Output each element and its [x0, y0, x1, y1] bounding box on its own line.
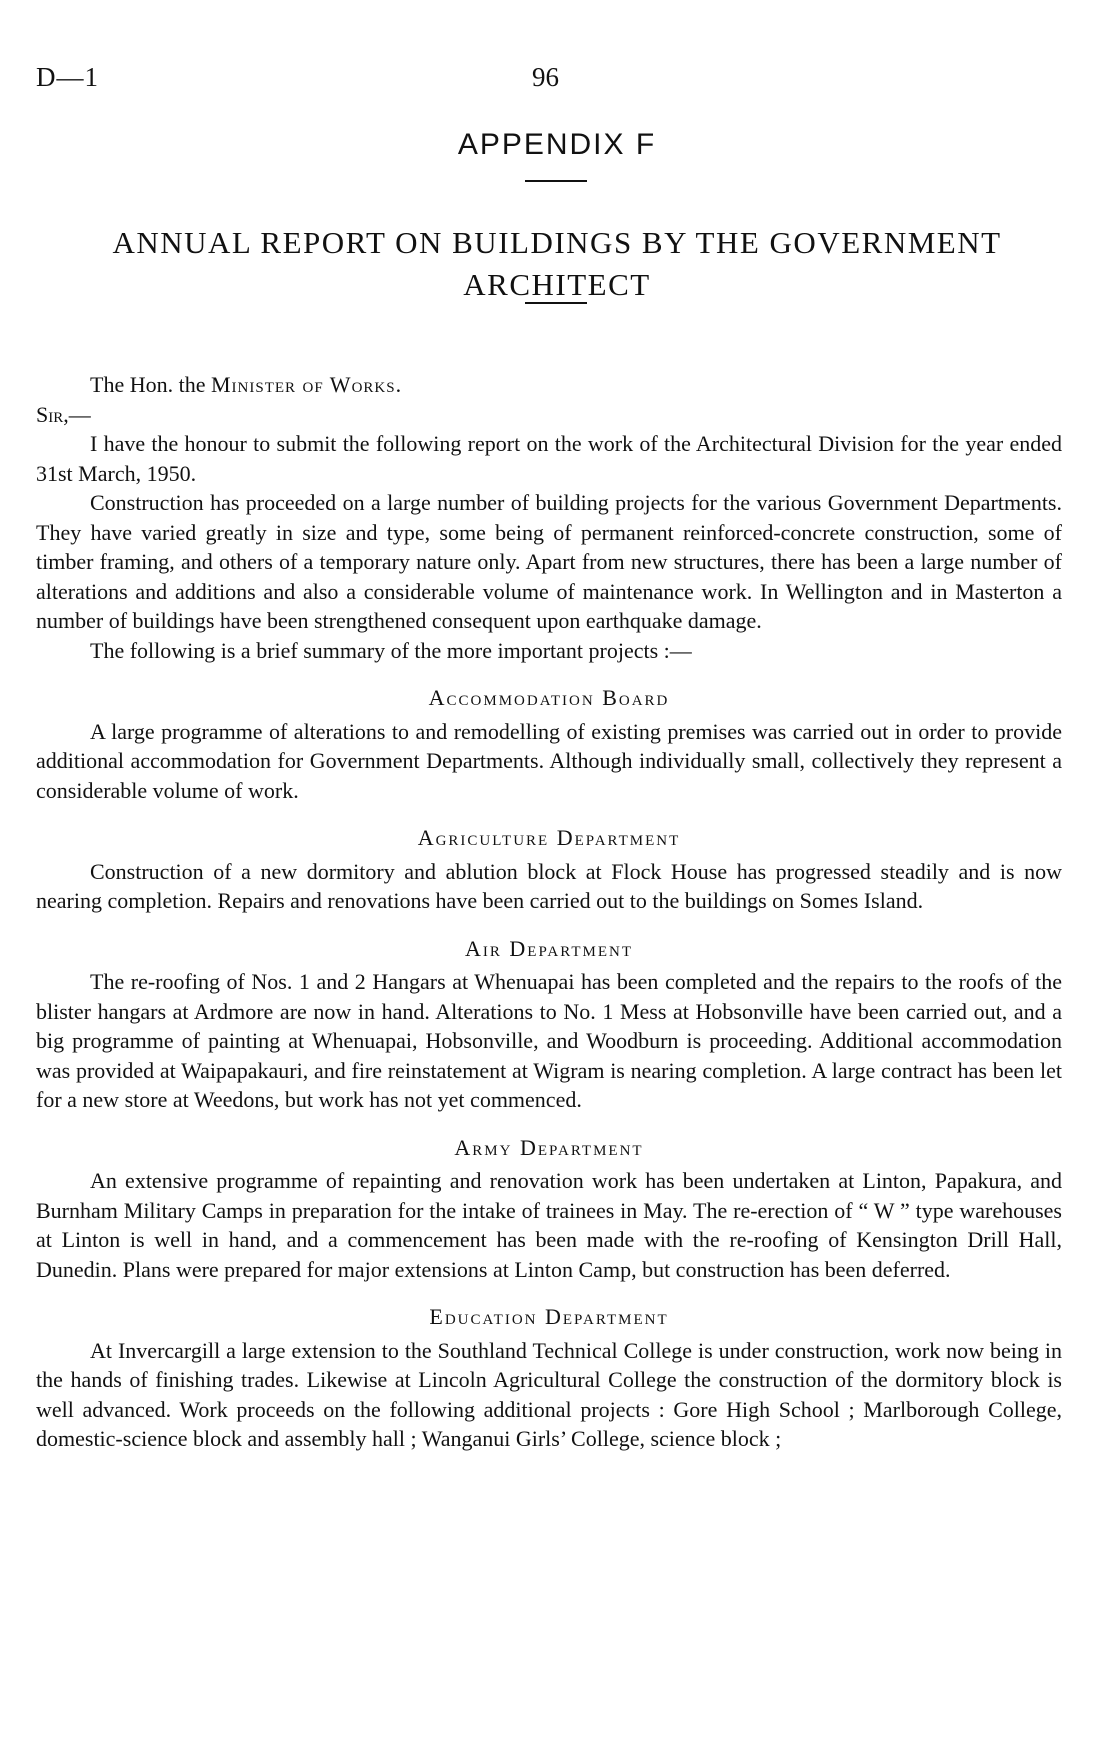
appendix-title: APPENDIX F — [457, 128, 657, 161]
title-divider-top — [525, 180, 587, 182]
salutation: Sir,— — [36, 401, 91, 427]
section-heading-air-department: Air Department — [465, 935, 633, 961]
document-body — [36, 370, 1062, 1454]
page-number: 96 — [532, 62, 559, 92]
report-title: ANNUAL REPORT ON BUILDINGS BY THE GOVERNMENT ARCHITECT — [112, 225, 1002, 302]
section-text-accommodation-board: A large programme of alterations to and remodelling of existing premises was carried out in order to provide additional accommodation for Government Departments. Although individually small, collectively they represent a considerable volume of work. — [36, 718, 1062, 803]
intro-paragraph: The following is a brief summary of the more important projects :— — [90, 637, 692, 663]
intro-paragraph: Construction has proceeded on a large number of building projects for the various Government Departments. They have varied greatly in size and type, some being of permanent reinforced-concrete construction, some of timber framing, and others of a temporary nature only. Apart from new structures, there has been a large number of alterations and additions and also a considerable volume of maintenance work. In Wellington and in Masterton a number of buildings have been strengthened consequent upon earthquake damage. — [36, 490, 1062, 633]
section-text-air-department: The re-roofing of Nos. 1 and 2 Hangars at Whenuapai has been completed and the repairs to the roofs of the blister hangars at Ardmore are now in hand. Alterations to No. 1 Mess at Hobsonville have been carried out, and a big programme of painting at Whenuapai, Hobsonville, and Woodburn is proceeding. Additional accommodation was provided at Waipapakauri, and fire reinstatement at Wigram is nearing completion. A large contract has been let for a new store at Weedons, but work has not yet commenced. — [36, 969, 1062, 1112]
section-heading-army-department: Army Department — [454, 1134, 644, 1160]
section-text-army-department: An extensive programme of repainting and renovation work has been undertaken at Linton, Papakura, and Burnham Military Camps in preparation for the intake of trainees in May. The re-erection of “ W ” type warehouses at Linton is well in hand, and a commencement has been made with the re-roofing of Kensington Drill Hall, Dunedin. Plans were prepared for major extensions at Linton Camp, but construction has been deferred. — [36, 1168, 1062, 1282]
section-heading-education-department: Education Department — [429, 1304, 669, 1329]
section-heading-accommodation-board: Accommodation Board — [428, 685, 670, 710]
section-text-education-department: At Invercargill a large extension to the Southland Technical College is under construction, work now being in the hands of finishing trades. Likewise at Lincoln Agricultural College the construction of the dormitory block is well advanced. Work proceeds on the following additional projects : Gore High School ; Marlborough College, domestic-science block and assembly hall ; Wanganui Girls’ College, science block ; — [36, 1337, 1062, 1451]
intro-paragraph: I have the honour to submit the following report on the work of the Architectural Division for the year ended 31st March, 1950. — [36, 431, 1062, 486]
addressee-name: Minister of Works. — [210, 372, 403, 397]
section-heading-agriculture-department: Agriculture Department — [417, 825, 681, 850]
addressee — [36, 370, 1062, 400]
section-text-agriculture-department: Construction of a new dormitory and ablution block at Flock House has progressed steadily and is now nearing completion. Repairs and renovations have been carried out to the buildings on Somes Island. — [36, 858, 1062, 913]
document-reference: D—1 — [36, 62, 99, 92]
addressee-prefix: The Hon. the — [90, 372, 206, 397]
title-divider-bottom — [525, 302, 587, 304]
